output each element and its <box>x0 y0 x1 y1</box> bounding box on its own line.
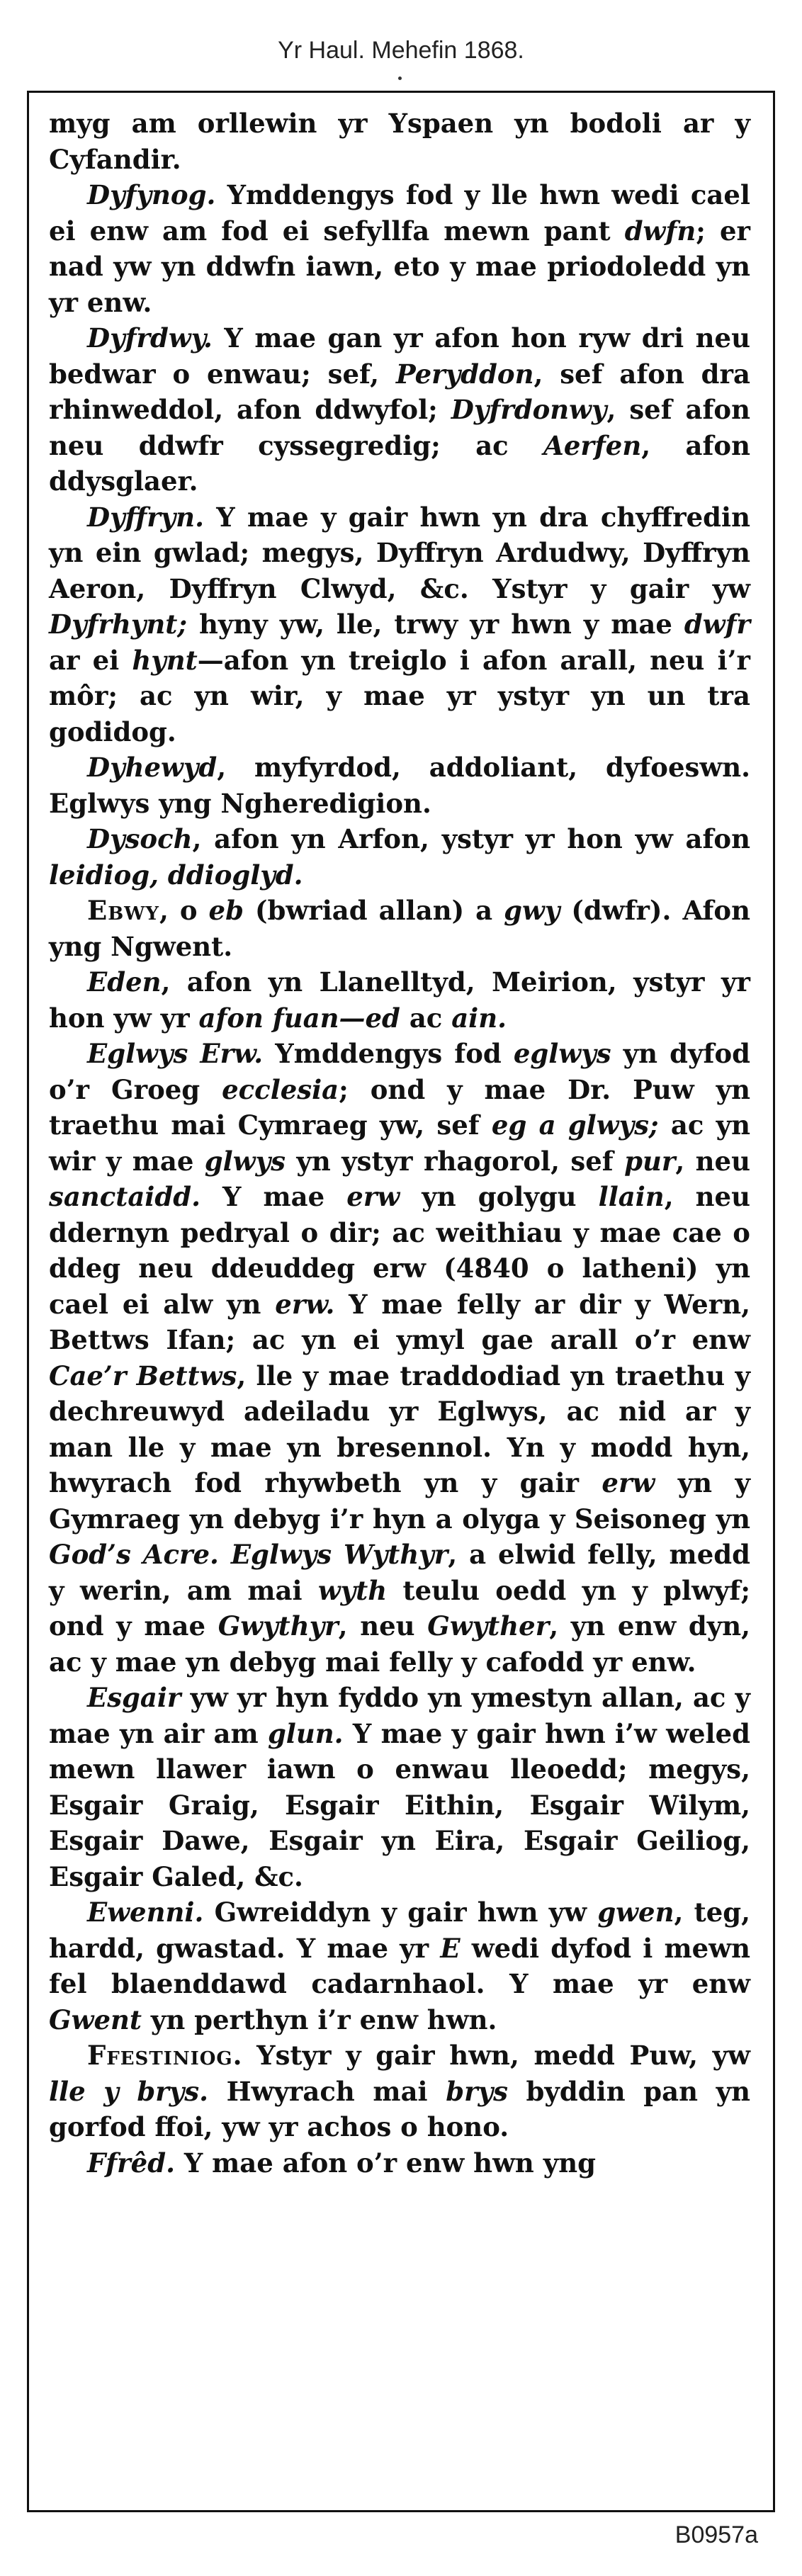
text-run: Ymddengys fod <box>263 1038 514 1069</box>
paragraph <box>49 1680 750 1894</box>
italic-term: sanctaidd. <box>49 1181 200 1212</box>
italic-term: Dyffryn. <box>87 501 204 533</box>
italic-term: pur <box>624 1145 676 1177</box>
text-run: yn perthyn i’r enw hwn. <box>141 2004 497 2035</box>
text-run: , neu <box>338 1610 428 1642</box>
decorative-dot <box>398 77 402 80</box>
italic-term: Aerfen <box>543 429 642 461</box>
text-run: , neu <box>675 1145 750 1177</box>
italic-term: dwfn <box>624 215 696 247</box>
text-run: , afon yn Arfon, ystyr yr hon yw afon <box>192 823 750 854</box>
italic-term: Peryddon <box>395 358 534 390</box>
italic-term: brys <box>446 2075 508 2107</box>
text-run: Gwreiddyn y gair hwn yw <box>203 1897 598 1928</box>
italic-term: Eglwys Wythyr <box>230 1539 448 1570</box>
text-run: ; er nad yw yn ddwfn iawn, eto y mae priodoledd yn yr enw. <box>49 215 750 318</box>
text-run: , afon yn Llanelltyd, Meirion, ystyr yr hon yw yr <box>49 966 750 1034</box>
italic-term: eg a glwys; <box>491 1109 659 1141</box>
document-id: B0957a <box>674 2521 758 2548</box>
italic-term: Dyfrdonwy <box>451 394 607 425</box>
text-run: ar ei <box>49 644 132 676</box>
text-run: yw yr hyn fyddo yn ymestyn allan, ac y mae yn air am <box>49 1682 750 1749</box>
italic-term: Eglwys Erw. <box>87 1038 264 1069</box>
source-caption: Yr Haul. Mehefin 1868. <box>278 37 524 64</box>
text-run: Y mae y gair hwn i’w weled mewn llawer iawn o enwau lleoedd; megys, Esgair Graig, Esgair Eithin, Esgair Wilym, Esgair Dawe, Esgair yn Eira, Esgair Geiliog, Esgair Galed, &c. <box>49 1717 750 1892</box>
text-run: , teg, hardd, gwastad. Y mae yr <box>49 1897 750 1964</box>
italic-term: E <box>440 1932 461 1964</box>
italic-term: Dyfrhynt; <box>49 609 188 640</box>
text-run: yn dyfod o’r Groeg <box>49 1038 751 1105</box>
text-run: Y mae y gair hwn yn dra chyffredin yn ein gwlad; megys, Dyffryn Ardudwy, Dyffryn Aeron, Dyffryn Clwyd, &c. Ystyr y gair yw <box>49 501 750 604</box>
text-run: Y mae felly ar dir y Wern, Bettws Ifan; ac yn ei ymyl gae arall o’r enw <box>49 1288 750 1355</box>
italic-term: wyth <box>317 1574 388 1606</box>
text-run: yn ystyr rhagorol, sef <box>285 1145 625 1177</box>
text-run: ac <box>400 1002 452 1034</box>
italic-term: Gwent <box>49 2004 142 2035</box>
italic-term: ecclesia <box>222 1073 339 1105</box>
italic-term: erw. <box>275 1288 335 1320</box>
text-run: ; ond y mae Dr. Puw yn traethu mai Cymraeg yw, sef <box>49 1073 751 1141</box>
paragraph <box>49 893 750 964</box>
italic-term: glwys <box>204 1145 286 1177</box>
text-run: Ymddengys fod y lle hwn wedi cael ei enw am fod ei sefyllfa mewn pant <box>49 179 750 247</box>
paragraph <box>49 106 750 177</box>
smallcaps-headword: Ffestiniog <box>87 2040 233 2071</box>
italic-term: hynt <box>132 644 198 676</box>
italic-term: Ewenni. <box>87 1897 204 1928</box>
text-run: , sef afon dra rhinweddol, afon ddwyfol; <box>49 358 750 425</box>
italic-term: gwy <box>504 895 560 926</box>
italic-term: ain. <box>451 1002 507 1034</box>
text-run: yn y Gymraeg yn debyg i’r hyn a olyga y Seisoneg yn <box>49 1467 750 1535</box>
paragraph <box>49 1036 750 1680</box>
paragraph <box>49 1894 750 2038</box>
text-run: Y mae gan yr afon hon ryw dri neu bedwar o enwau; sef, <box>49 322 750 390</box>
italic-term: Dyfrdwy. <box>87 322 213 354</box>
paragraph <box>49 499 750 750</box>
text-run: , neu ddernyn pedryal o dir; ac weithiau y mae cae o ddeg neu ddeuddeg erw (4840 o latheni) yn cael ei alw yn <box>49 1181 750 1320</box>
italic-term: gwen <box>597 1897 674 1928</box>
text-run: —afon yn treiglo i afon arall, neu i’r môr; ac yn wir, y mae yr ystyr yn un tra godidog. <box>49 644 751 747</box>
text-run: Y mae <box>200 1181 347 1212</box>
paragraph <box>49 750 750 821</box>
text-run: Y mae afon o’r enw hwn yng <box>174 2147 596 2179</box>
italic-term: eb <box>208 895 244 926</box>
text-run: , yn enw dyn, ac y mae yn debyg mai felly y cafodd yr enw. <box>49 1610 751 1678</box>
text-run: (dwfr). Afon yng Ngwent. <box>49 895 751 962</box>
italic-term: Dyfynog. <box>87 179 216 210</box>
italic-term: Cae’r Bettws <box>49 1360 237 1391</box>
text-run: yn golygu <box>400 1181 599 1212</box>
paragraph <box>49 177 750 320</box>
text-run <box>219 1539 231 1570</box>
article-column <box>49 106 750 2181</box>
paragraph <box>49 2038 750 2145</box>
text-run: hyny yw, lle, trwy yr hwn y mae <box>187 609 684 640</box>
text-run: wedi dyfod i mewn fel blaenddawd cadarnhaol. Y mae yr enw <box>49 1932 750 1999</box>
italic-term: afon fuan—ed <box>198 1002 400 1034</box>
italic-term: glun. <box>267 1717 344 1749</box>
paragraph <box>49 320 750 499</box>
text-run: , o <box>159 895 209 926</box>
text-run: ac yn wir y mae <box>49 1109 751 1177</box>
text-run: byddin pan yn gorfod ffoi, yw yr achos o hono. <box>49 2075 750 2142</box>
italic-term: Dysoch <box>87 823 193 854</box>
italic-term: Gwythyr <box>218 1610 339 1642</box>
italic-term: lle y brys. <box>49 2075 208 2107</box>
article-frame <box>27 91 775 2512</box>
italic-term: eglwys <box>513 1038 611 1069</box>
text-run: , a elwid felly, medd y werin, am mai <box>49 1539 750 1606</box>
text-run: . Ystyr y gair hwn, medd Puw, yw <box>232 2040 750 2071</box>
italic-term: leidiog, ddioglyd. <box>49 859 303 891</box>
paragraph <box>49 964 750 1036</box>
paragraph <box>49 2145 750 2181</box>
text-run: Hwyrach mai <box>208 2075 446 2107</box>
italic-term: Gwyther <box>427 1610 550 1642</box>
italic-term: dwfr <box>684 609 750 640</box>
smallcaps-headword: Ebwy <box>87 895 159 926</box>
text-run: , afon ddysglaer. <box>49 429 751 497</box>
text-run: , myfyrdod, addoliant, dyfoeswn. Eglwys yng Ngheredigion. <box>49 752 750 819</box>
text-run: , sef afon neu ddwfr cyssegredig; ac <box>49 394 751 461</box>
italic-term: Esgair <box>87 1682 181 1713</box>
italic-term: erw <box>346 1181 400 1212</box>
text-run: myg am orllewin yr Yspaen yn bodoli ar y Cyfandir. <box>49 108 750 175</box>
italic-term: erw <box>602 1467 655 1498</box>
text-run: (bwriad allan) a <box>243 895 504 926</box>
italic-term: Eden <box>87 966 162 998</box>
text-run: , lle y mae traddodiad yn traethu y dechreuwyd adeiladu yr Eglwys, ac nid ar y man lle y mae yn bresennol. Yn y modd hyn, hwyrach fod rhywbeth yn y gair <box>49 1360 750 1498</box>
italic-term: llain <box>598 1181 665 1212</box>
text-run: teulu oedd yn y plwyf; ond y mae <box>49 1574 750 1642</box>
italic-term: Ffrêd. <box>87 2147 175 2179</box>
italic-term: God’s Acre. <box>49 1539 219 1570</box>
paragraph <box>49 821 750 893</box>
italic-term: Dyhewyd <box>87 752 218 783</box>
